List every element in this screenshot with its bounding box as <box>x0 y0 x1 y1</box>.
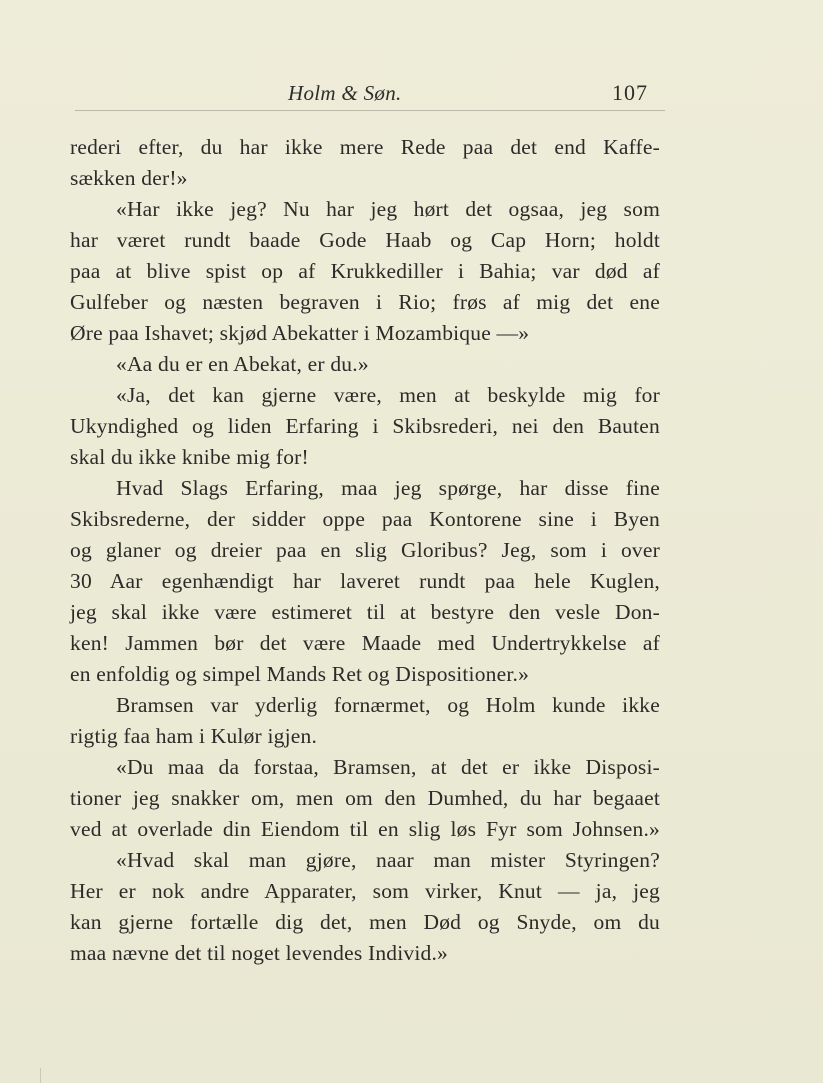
text-line: «Ja, det kan gjerne være, men at beskylde mig for <box>116 383 660 407</box>
text-line: sækken der!» <box>70 166 188 190</box>
running-head-title: Holm & Søn. <box>288 81 402 105</box>
text-line: Ukyndighed og liden Erfaring i Skibsrederi, nei den Bauten <box>70 414 660 438</box>
text-line: skal du ikke knibe mig for! <box>70 445 309 469</box>
text-line: maa nævne det til noget levendes Individ.» <box>70 941 448 965</box>
text-line: jeg skal ikke være estimeret til at bestyre den vesle Don- <box>70 600 660 624</box>
text-line: Hvad Slags Erfaring, maa jeg spørge, har disse fine <box>116 476 660 500</box>
text-line: «Aa du er en Abekat, er du.» <box>116 352 369 376</box>
text-line: en enfoldig og simpel Mands Ret og Dispositioner.» <box>70 662 530 686</box>
text-line: 30 Aar egenhændigt har laveret rundt paa hele Kuglen, <box>70 569 660 593</box>
text-line: har været rundt baade Gode Haab og Cap Horn; holdt <box>70 228 660 252</box>
text-line: rederi efter, du har ikke mere Rede paa det end Kaffe- <box>70 135 660 159</box>
text-line: ken! Jammen bør det være Maade med Undertrykkelse af <box>70 631 660 655</box>
text-line: paa at blive spist op af Krukkediller i Bahia; var død af <box>70 259 660 283</box>
text-line: kan gjerne fortælle dig det, men Død og Snyde, om du <box>70 910 660 934</box>
text-line: rigtig faa ham i Kulør igjen. <box>70 724 318 748</box>
text-line: Gulfeber og næsten begraven i Rio; frøs af mig det ene <box>70 290 660 314</box>
text-line: Øre paa Ishavet; skjød Abekatter i Mozambique —» <box>70 321 530 345</box>
text-line: tioner jeg snakker om, men om den Dumhed, du har begaaet <box>70 786 660 810</box>
text-line: «Har ikke jeg? Nu har jeg hørt det ogsaa, jeg som <box>116 197 660 221</box>
text-line: Her er nok andre Apparater, som virker, Knut — ja, jeg <box>70 879 660 903</box>
body-text <box>70 132 660 969</box>
page-number: 107 <box>612 80 648 105</box>
text-line: «Hvad skal man gjøre, naar man mister Styringen? <box>116 848 660 872</box>
text-line: og glaner og dreier paa en slig Gloribus? Jeg, som i over <box>70 538 660 562</box>
text-line: Skibsrederne, der sidder oppe paa Kontorene sine i Byen <box>70 507 660 531</box>
running-head <box>0 78 823 112</box>
text-line: Bramsen var yderlig fornærmet, og Holm kunde ikke <box>116 693 660 717</box>
page-edge-mark <box>40 1068 41 1083</box>
text-line: ved at overlade din Eiendom til en slig løs Fyr som Johnsen.» <box>70 817 660 841</box>
header-rule <box>75 110 665 111</box>
text-line: «Du maa da forstaa, Bramsen, at det er ikke Disposi- <box>116 755 660 779</box>
